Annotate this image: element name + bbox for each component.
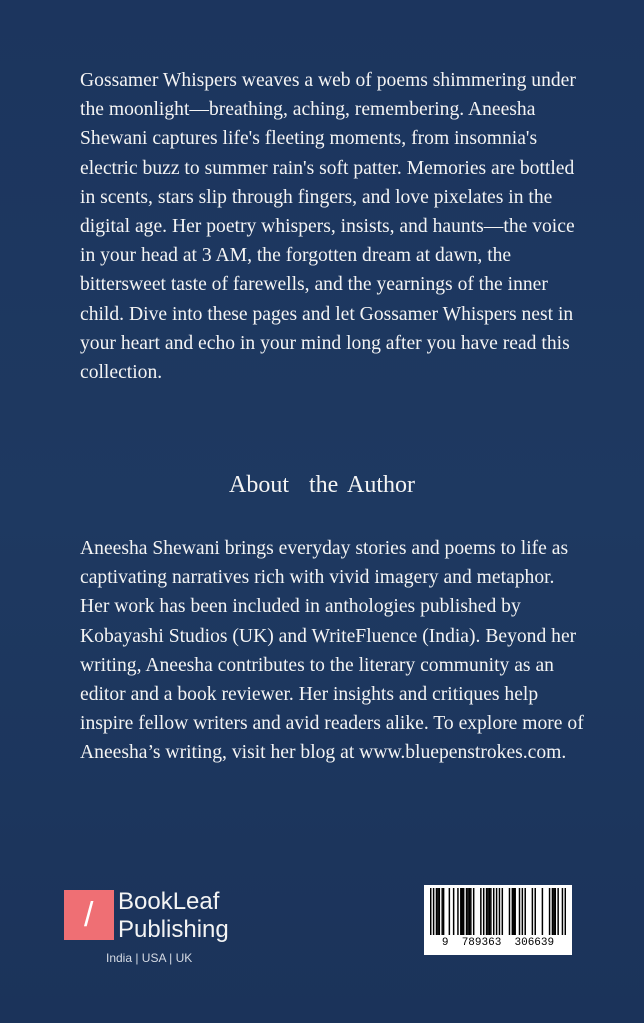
barcode-bar <box>463 888 464 935</box>
barcode-bar <box>470 888 471 935</box>
barcode-bar <box>487 888 488 935</box>
barcode-bar <box>532 888 533 935</box>
barcode-icon <box>430 888 566 935</box>
barcode-bar <box>522 888 523 935</box>
barcode-bar <box>461 888 462 935</box>
barcode-bar <box>552 888 553 935</box>
barcode-bar <box>553 888 554 935</box>
barcode-digits: 9 789363 306639 <box>441 937 555 949</box>
barcode-bar <box>457 888 458 935</box>
barcode-bar <box>439 888 440 935</box>
barcode-bar <box>489 888 490 935</box>
barcode-bar <box>437 888 438 935</box>
barcode-bar <box>509 888 510 935</box>
barcode-bar <box>562 888 563 935</box>
barcode-bar <box>433 888 434 935</box>
barcode-bar <box>483 888 484 935</box>
barcode-bar <box>453 888 454 935</box>
barcode-bar <box>502 888 503 935</box>
barcode-bar <box>436 888 437 935</box>
publisher-name-line2: Publishing <box>118 916 229 943</box>
barcode-bar <box>557 888 558 935</box>
barcode-bar <box>469 888 470 935</box>
barcode-bar <box>513 888 514 935</box>
publisher-name-line1: BookLeaf <box>118 888 220 915</box>
barcode-bar <box>499 888 500 935</box>
publisher-logo <box>64 888 264 978</box>
barcode-bar <box>555 888 556 935</box>
barcode-bar <box>430 888 431 935</box>
barcode-bar <box>466 888 467 935</box>
about-author-heading: About the Author <box>229 472 415 498</box>
publisher-logo-mark <box>64 890 114 940</box>
slash-icon: / <box>84 896 94 934</box>
barcode-bar <box>467 888 468 935</box>
barcode-bar <box>549 888 550 935</box>
barcode-bar <box>460 888 461 935</box>
barcode-bar <box>542 888 543 935</box>
book-blurb: Gossamer Whispers weaves a web of poems shimmering under the moonlight—breathing, aching, remembering. Aneesha Shewani captures life's fleeting moments, from insomnia's electric buzz to summer rain's soft patter. Memories are bottled in scents, stars slip through fingers, and love pixelates in the digital age. Her poetry whispers, insists, and haunts—the voice in your head at 3 AM, the forgotten dream at dawn, the bittersweet taste of farewells, and the yearnings of the inner child. Dive into these pages and let Gossamer Whispers nest in your heart and echo in your mind long after you have read this collection. <box>80 70 576 384</box>
barcode-bar <box>443 888 444 935</box>
barcode-bar <box>535 888 536 935</box>
barcode-bar <box>480 888 481 935</box>
barcode-bar <box>473 888 474 935</box>
barcode-bar <box>496 888 497 935</box>
barcode-bar <box>565 888 566 935</box>
author-bio: Aneesha Shewani brings everyday stories and poems to life as captivating narratives rich with vivid imagery and metaphor. Her work has been included in anthologies published by Kobayashi Studios (UK) and WriteFluence (India). Beyond her writing, Aneesha contributes to the literary community as an editor and a book reviewer. Her insights and critiques help inspire fellow writers and avid readers alike. To explore more of Aneesha’s writing, visit her blog at www.bluepenstrokes.com. <box>80 538 584 764</box>
barcode-bar <box>519 888 520 935</box>
barcode-bar <box>490 888 491 935</box>
barcode-bar <box>449 888 450 935</box>
barcode-bar <box>493 888 494 935</box>
barcode-bar <box>486 888 487 935</box>
isbn-barcode <box>424 885 572 955</box>
barcode-bar <box>524 888 525 935</box>
barcode-bar <box>441 888 442 935</box>
barcode-bar <box>512 888 513 935</box>
barcode-bar <box>514 888 515 935</box>
publisher-regions: India | USA | UK <box>106 951 193 965</box>
